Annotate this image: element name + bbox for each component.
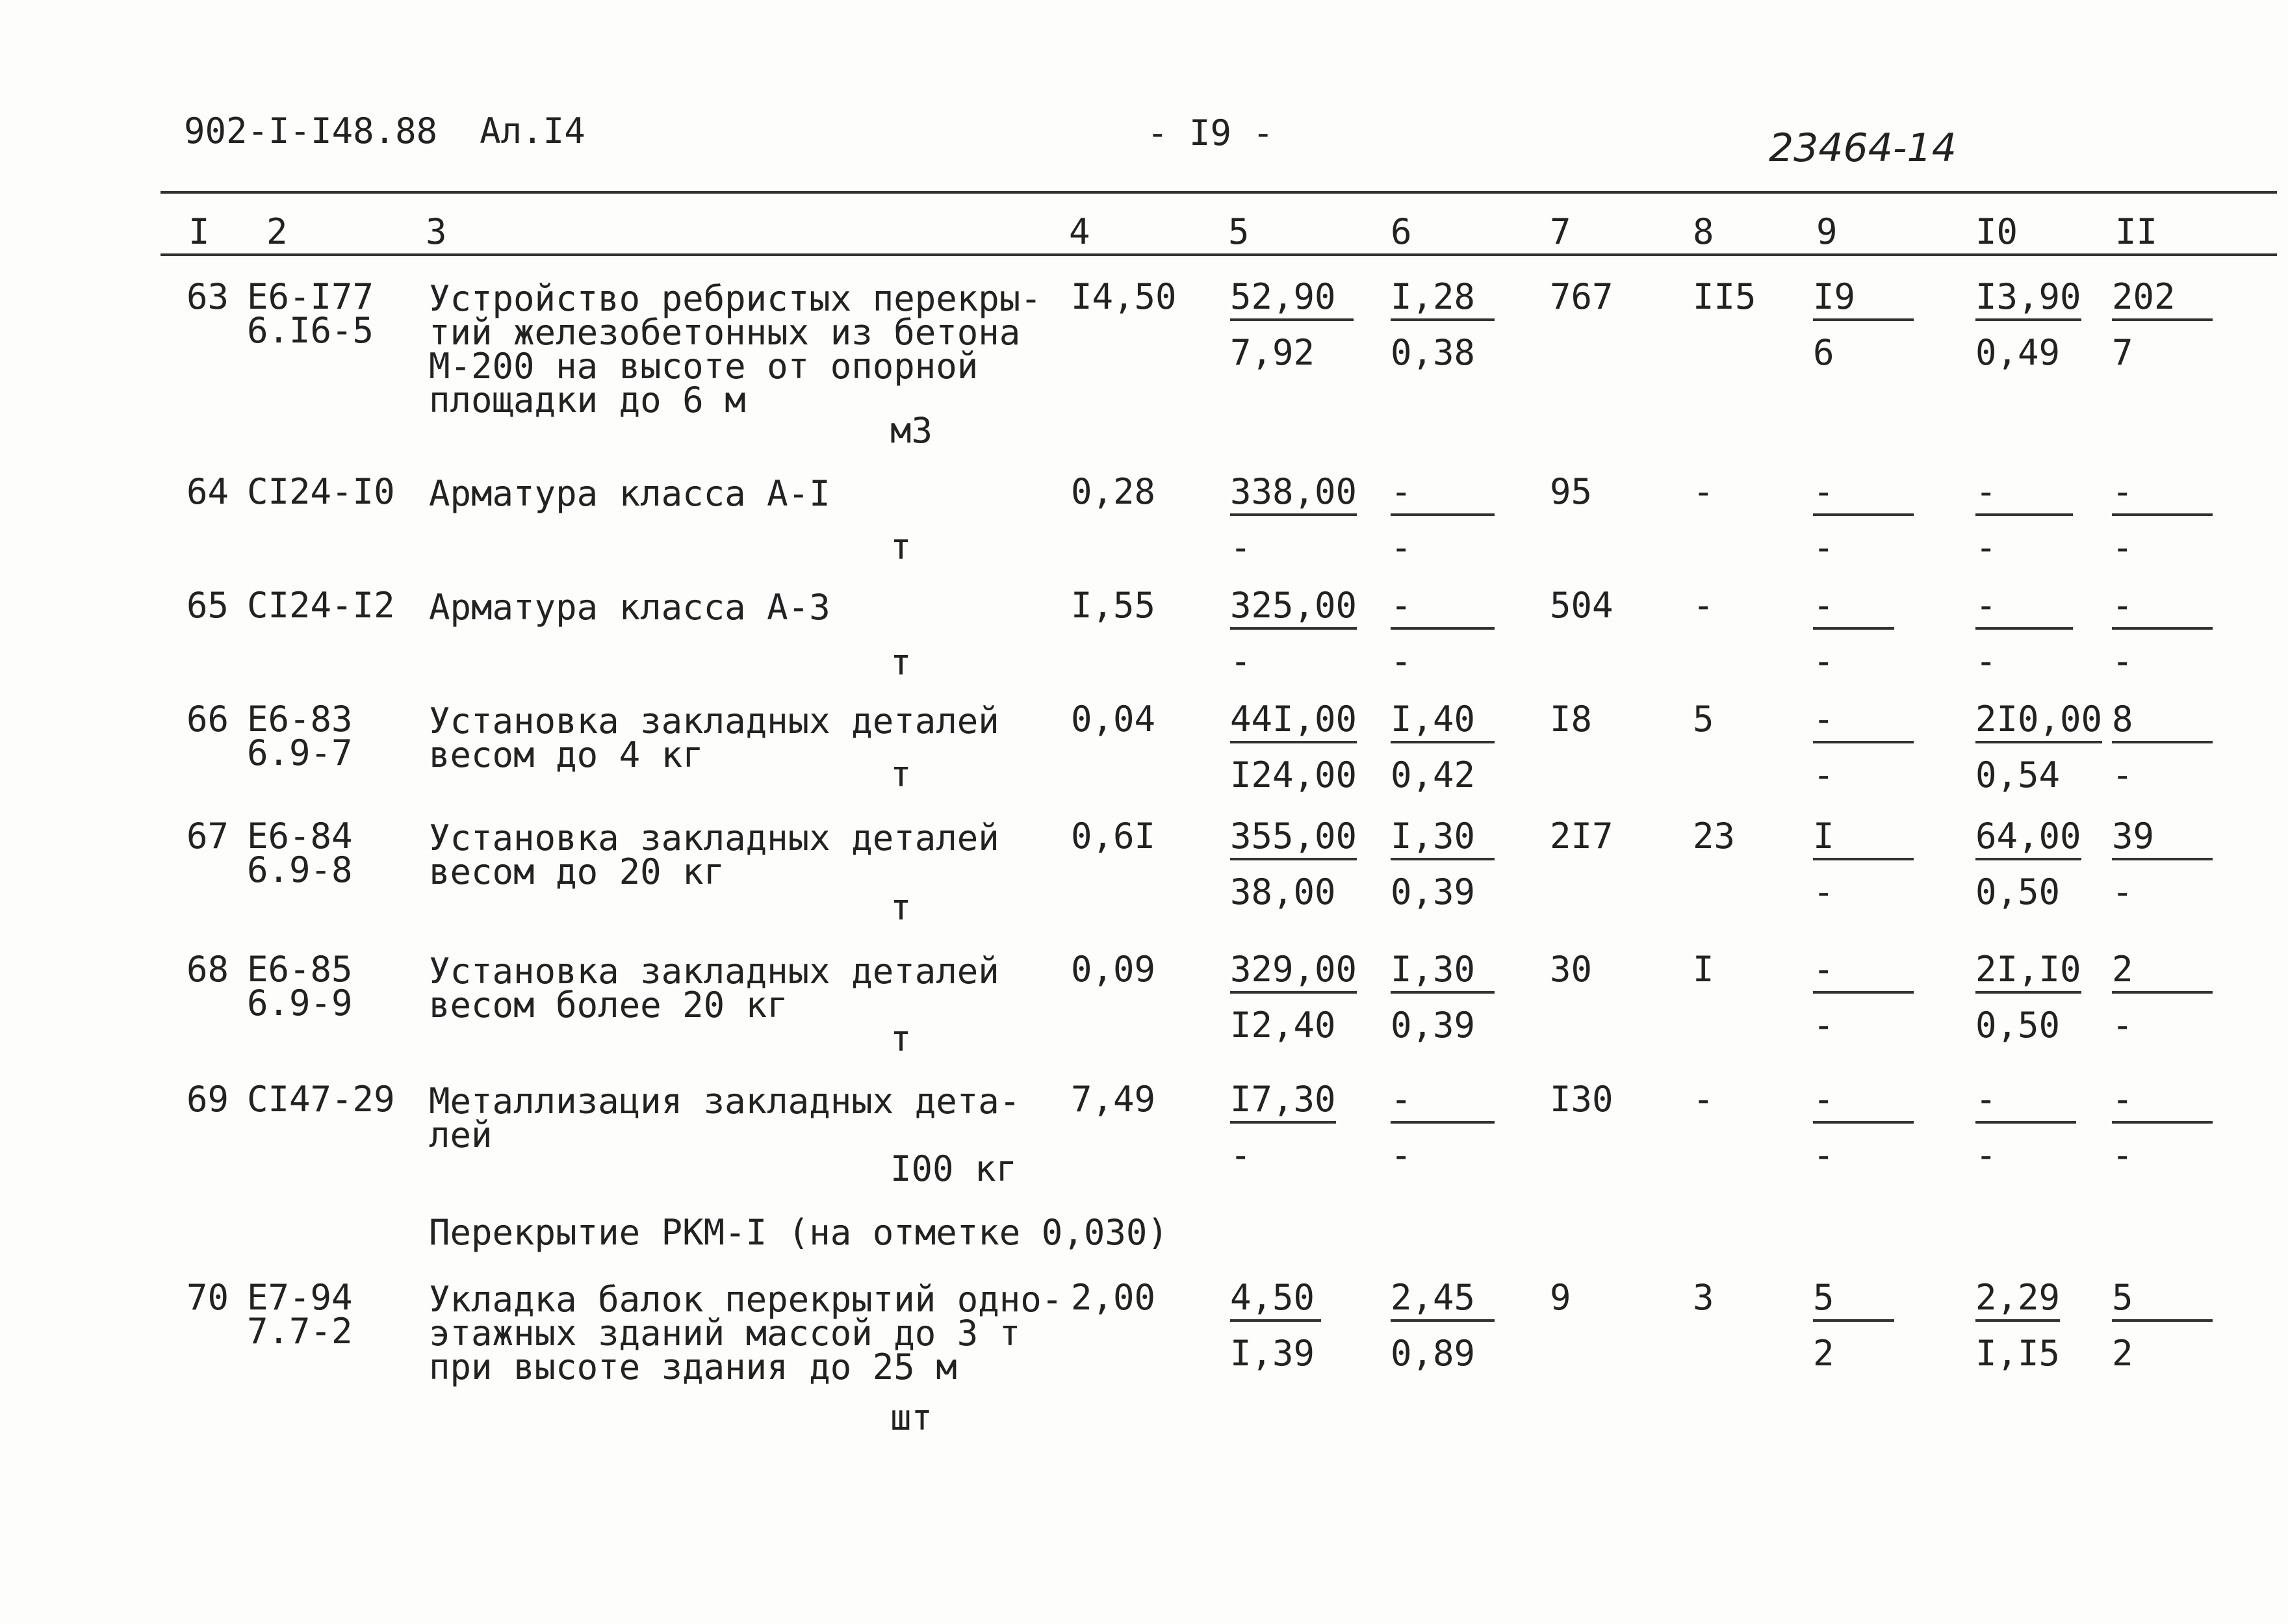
col9-value: - - xyxy=(1813,702,1914,793)
work-description: Устройство ребристых перекры- тий железобетонных из бетона М-200 на высоте от опорной площадки до 6 м xyxy=(429,278,1042,420)
handwritten-number: 23464-14 xyxy=(1769,125,1957,171)
document-code: 902-I-I48.88 Ал.I4 xyxy=(184,110,585,151)
col4-value: I,55 xyxy=(1071,585,1156,626)
col9-value: - - xyxy=(1813,952,1914,1043)
col5-value: $\frac{355,00}{38,00}$ xyxy=(1230,816,1357,912)
col11-value: 2 - xyxy=(2112,952,2213,1043)
work-description: Арматура класса А-3 xyxy=(429,587,830,628)
col7-value: 30 xyxy=(1550,949,1593,990)
row-number: 68 xyxy=(186,949,229,990)
row-number: 65 xyxy=(186,585,229,626)
col10-value: $\frac{2I0,00}{0,54}$ xyxy=(1975,699,2103,795)
col5-value: $\frac{44I,00}{I24,00}$ xyxy=(1230,699,1357,795)
section-heading: Перекрытие РКМ-I (на отметке 0,030) xyxy=(429,1212,1168,1253)
col10-value: - - xyxy=(1975,588,2073,679)
col10-value: $\frac{2,29}{I,I5}$ xyxy=(1975,1277,2061,1374)
header-top-rule xyxy=(161,191,2277,194)
unit: шт xyxy=(890,1397,933,1438)
col7-value: 95 xyxy=(1550,471,1593,512)
column-header-11: II xyxy=(2115,211,2158,252)
header-bottom-rule xyxy=(161,253,2277,256)
col4-value: 7,49 xyxy=(1071,1079,1156,1120)
col8-value: I xyxy=(1693,949,1714,990)
col8-value: II5 xyxy=(1693,276,1756,317)
col10-value: $\frac{2I,I0}{0,50}$ xyxy=(1975,949,2081,1046)
code-secondary: 6.9-8 xyxy=(247,849,353,890)
col10-value: $\frac{64,00}{0,50}$ xyxy=(1975,816,2081,912)
column-header-8: 8 xyxy=(1693,211,1714,252)
col4-value: 2,00 xyxy=(1071,1277,1156,1318)
col5-value: $\frac{52,90}{7,92}$ xyxy=(1230,279,1354,370)
col6-value: - - xyxy=(1391,1082,1495,1173)
unit: т xyxy=(890,642,912,683)
col5-value: $\frac{329,00}{I2,40}$ xyxy=(1230,949,1357,1046)
row-number: 69 xyxy=(186,1079,229,1120)
col9-value: $\frac{I9}{6}$ xyxy=(1813,279,1914,370)
col11-value: 8 - xyxy=(2112,702,2213,793)
unit: т xyxy=(890,526,912,567)
column-header-4: 4 xyxy=(1069,211,1090,252)
col5-value: I7,30 - xyxy=(1230,1079,1336,1176)
code-primary: Е6-83 xyxy=(247,699,353,740)
code-primary: Е7-94 xyxy=(247,1277,353,1318)
code-primary: СI24-I2 xyxy=(247,585,395,626)
col8-value: 3 xyxy=(1693,1277,1714,1318)
column-header-2: 2 xyxy=(266,211,288,252)
column-header-7: 7 xyxy=(1550,211,1571,252)
col8-value: - xyxy=(1693,1079,1714,1120)
col7-value: 767 xyxy=(1550,276,1613,317)
code-primary: Е6-I77 xyxy=(247,276,374,317)
col9-value: I - xyxy=(1813,819,1914,910)
col9-value: - - xyxy=(1813,1082,1914,1173)
col7-value: I30 xyxy=(1550,1079,1613,1120)
row-number: 67 xyxy=(186,816,229,857)
col6-value: $\frac{I,28}{0,38}$ xyxy=(1391,279,1495,370)
col11-value: $\frac{202}{7}$ xyxy=(2112,279,2213,370)
col4-value: 0,09 xyxy=(1071,949,1156,990)
col4-value: I4,50 xyxy=(1071,276,1177,317)
work-description: Устaнoвкa закладных деталей весом до 4 кг xyxy=(429,701,999,775)
col11-value: $\frac{5}{2}$ xyxy=(2112,1280,2213,1371)
code-secondary: 6.9-7 xyxy=(247,732,353,773)
col6-value: $\frac{I,30}{0,39}$ xyxy=(1391,819,1495,910)
col11-value: 39 - xyxy=(2112,819,2213,910)
col8-value: 23 xyxy=(1693,816,1736,857)
col4-value: 0,28 xyxy=(1071,471,1156,512)
row-number: 64 xyxy=(186,471,229,512)
column-header-10: I0 xyxy=(1975,211,2018,252)
code-primary: Е6-84 xyxy=(247,816,353,857)
col8-value: 5 xyxy=(1693,699,1714,740)
col6-value: $\frac{2,45}{0,89}$ xyxy=(1391,1280,1495,1371)
col10-value: - - xyxy=(1975,474,2073,565)
col9-value: - - xyxy=(1813,474,1914,565)
column-header-9: 9 xyxy=(1816,211,1838,252)
page-number: - I9 - xyxy=(1147,112,1274,153)
code-secondary: 6.9-9 xyxy=(247,983,353,1024)
unit: т xyxy=(890,1018,912,1059)
col9-value: $\frac{5}{2}$ xyxy=(1813,1280,1894,1371)
col6-value: $\frac{I,40}{0,42}$ xyxy=(1391,702,1495,793)
unit: I00 кг xyxy=(890,1148,1018,1189)
column-header-6: 6 xyxy=(1391,211,1412,252)
col5-value: $\frac{4,50}{I,39}$ xyxy=(1230,1280,1321,1371)
col4-value: 0,6I xyxy=(1071,816,1156,857)
column-header-3: 3 xyxy=(426,211,447,252)
work-description: Установка закладных деталей весом более 20 кг xyxy=(429,951,999,1025)
code-primary: СI24-I0 xyxy=(247,471,395,512)
work-description: Арматура класса А-I xyxy=(429,473,830,514)
col10-value: $\frac{I3,90}{0,49}$ xyxy=(1975,276,2081,373)
col11-value: - - xyxy=(2112,474,2213,565)
code-primary: СI47-29 xyxy=(247,1079,395,1120)
work-description: Установка закладных деталей весом до 20 кг xyxy=(429,818,999,892)
row-number: 70 xyxy=(186,1277,229,1318)
column-header-1: I xyxy=(188,211,210,252)
col6-value: $\frac{I,30}{0,39}$ xyxy=(1391,952,1495,1043)
row-number: 63 xyxy=(186,276,229,317)
column-header-5: 5 xyxy=(1228,211,1250,252)
col6-value: - - xyxy=(1391,474,1495,565)
unit: т xyxy=(890,754,912,795)
col11-value: - - xyxy=(2112,1082,2213,1173)
col10-value: - - xyxy=(1975,1082,2076,1173)
col9-value: - - xyxy=(1813,588,1894,679)
col8-value: - xyxy=(1693,585,1714,626)
col7-value: I8 xyxy=(1550,699,1593,740)
row-number: 66 xyxy=(186,699,229,740)
col7-value: 504 xyxy=(1550,585,1613,626)
unit: т xyxy=(890,887,912,928)
col7-value: 2I7 xyxy=(1550,816,1613,857)
col5-value: 325,00 - xyxy=(1230,585,1357,682)
code-secondary: 6.I6-5 xyxy=(247,310,374,351)
col6-value: - - xyxy=(1391,588,1495,679)
col5-value: 338,00 - xyxy=(1230,471,1357,568)
col7-value: 9 xyxy=(1550,1277,1571,1318)
col8-value: - xyxy=(1693,471,1714,512)
col4-value: 0,04 xyxy=(1071,699,1156,740)
work-description: Укладка балок перекрытий одно- этажных зданий массой до 3 т при высоте здания до 25 м xyxy=(429,1279,1063,1387)
col11-value: - - xyxy=(2112,588,2213,679)
code-primary: Е6-85 xyxy=(247,949,353,990)
work-description: Металлизация закладных дета- лей xyxy=(429,1081,1021,1155)
unit: м3 xyxy=(890,410,933,451)
code-secondary: 7.7-2 xyxy=(247,1311,353,1352)
